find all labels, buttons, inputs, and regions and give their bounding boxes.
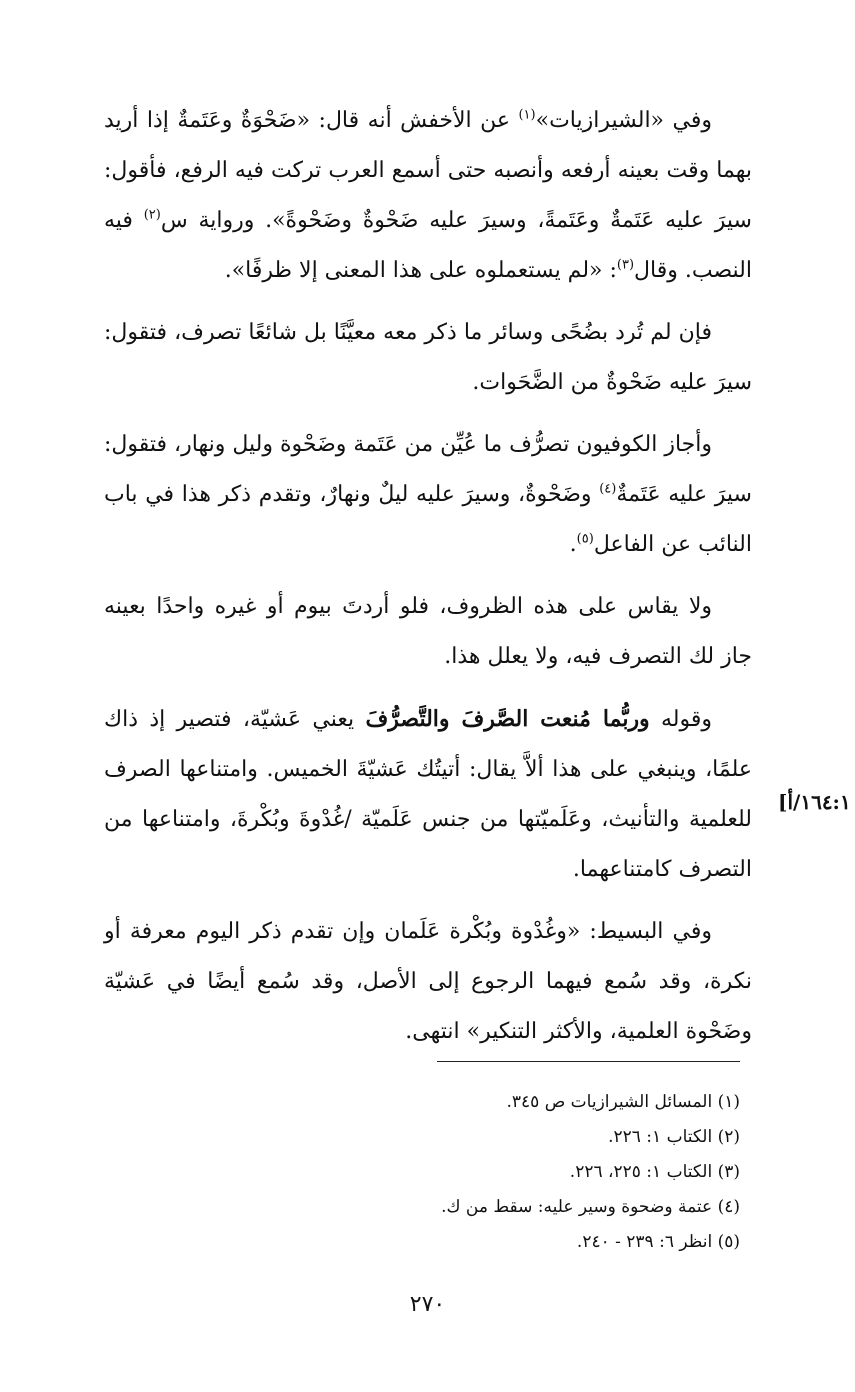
manuscript-margin-note: ١٦٤:١/أ] [778,790,851,814]
page-number: ٢٧٠ [409,1292,446,1317]
text-run: . [569,532,577,557]
quoted-matn-bold: وربُّما مُنعت الصَّرفَ والتَّصرُّفَ [365,706,650,732]
paragraph-3 [104,420,752,570]
text-run: : «لم يستعملوه على هذا المعنى إلا ظرفًا». [224,258,617,283]
main-text [104,96,752,1069]
paragraph-6: وفي البسيط: «وغُدْوة وبُكْرة عَلَمان وإن تقدم ذكر اليوم معرفة أو نكرة، وقد سُمع فيهما الرجوع إلى الأصل، وقد سُمع أيضًا في عَشيّة وضَحْوة العلمية، والأكثر التنكير» انتهى. [104,919,752,1044]
text-run: وقوله [649,707,712,732]
text-run: وأجاز الكوفيون تصرُّف ما عُيِّن من عَتَمة وضَحْوة وليل ونهار، فتقول: سيرَ عليه عَتَمةٌ [104,432,752,507]
text-run: فيه النصب. وقال [104,208,752,283]
paragraph-4: ولا يقاس على هذه الظروف، فلو أردتَ بيوم أو غيره واحدًا بعينه جاز لك التصرف فيه، ولا يعلل هذا. [104,594,752,669]
paragraph-2: فإن لم تُرد بضُحًى وسائر ما ذكر معه معيَّنًا بل شائعًا تصرف، فتقول: سيرَ عليه ضَحْوةٌ من الضَّحَوات. [104,320,752,395]
paragraph-1 [104,96,752,296]
footnote-ref-5[interactable]: (٥) [576,531,594,547]
footnote-ref-2[interactable]: (٢) [143,207,161,223]
footnote-ref-4[interactable]: (٤) [599,481,617,497]
footnote-ref-1[interactable]: (١) [518,107,536,123]
text-run: وضَحْوةٌ، وسيرَ عليه ليلٌ ونهارٌ، وتقدم ذكر هذا في باب النائب عن الفاعل [104,482,752,557]
footnote-separator [437,1061,740,1062]
footnote-5: (٥) انظر ٦: ٢٣٩ - ٢٤٠. [576,1232,740,1252]
text-run: وفي «الشيرازيات» [535,108,712,133]
footnote-3: (٣) الكتاب ١: ٢٢٥، ٢٢٦. [569,1162,740,1182]
footnote-4: (٤) عتمة وضحوة وسير عليه: سقط من ك. [441,1197,740,1217]
footnote-ref-3[interactable]: (٣) [616,257,635,273]
footnotes [380,1085,740,1260]
footnote-2: (٢) الكتاب ١: ٢٢٦. [608,1127,740,1147]
paragraph-5 [104,694,752,895]
footnote-1: (١) المسائل الشيرازيات ص ٣٤٥. [506,1092,740,1112]
text-run: يعني عَشيّة، فتصير إذ ذاك علمًا، وينبغي على هذا ألاَّ يقال: أتيتُك عَشيّةَ الخميس. وامتناعها الصرف للعلمية والتأنيث، وعَلَميّتها من جنس عَلَميّة /غُدْوةَ وبُكْرةَ، وامتناعها من التصرف كامتناعهما. [104,707,752,882]
text-run: عن الأخفش أنه قال: «ضَحْوَةٌ وعَتَمةٌ إذا أريد بهما وقت بعينه أرفعه وأنصبه حتى أسمع العرب تركت فيه الرفع، فأقول: سيرَ عليه عَتَمةٌ وعَتَمةً، وسيرَ عليه ضَحْوةٌ وضَحْوةً». ورواية س [104,108,752,233]
